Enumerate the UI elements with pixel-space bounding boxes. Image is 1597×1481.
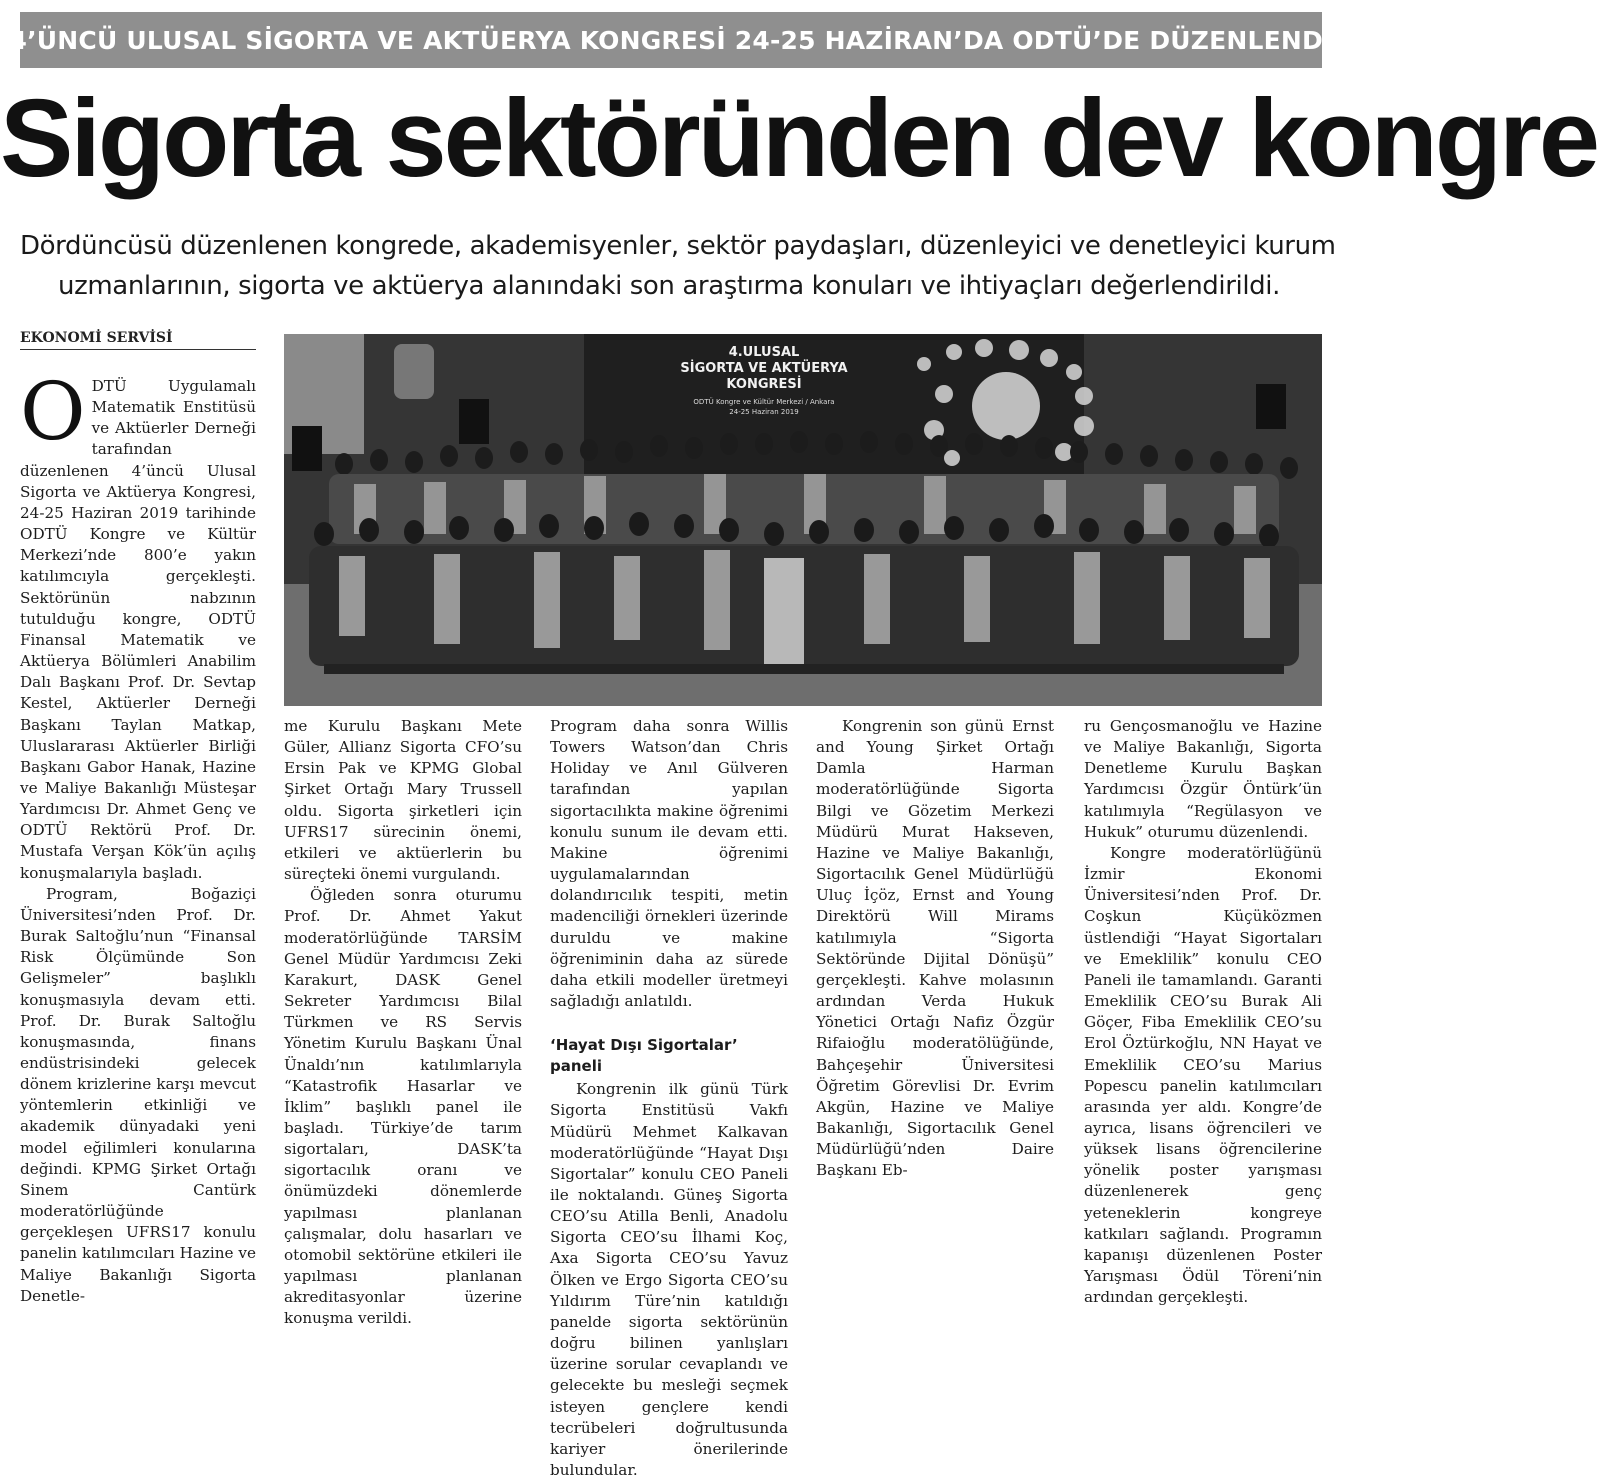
deck-line-2: uzmanlarının, sigorta ve aktüerya alanındaki son araştırma konuları ve ihtiyaçları değerlendirildi.: [58, 271, 1280, 301]
article-paragraph-2: Program, Boğaziçi Üniversitesi’nden Prof. Dr. Burak Saltoğlu’nun “Finansal Risk Ölçümünde Son Gelişmeler” başlıklı konuşmasıyla devam etti. Prof. Dr. Burak Saltoğlu konuşmasında, finans endüstrisindeki gelecek dönem krizlerine karşı mevcut yöntemlerin etkinliği ve akademik dünyadaki yeni model eğilimleri konularına değindi. KPMG Şirket Ortağı Sinem Cantürk moderatörlüğünde gerçekleşen UFRS17 konulu panelin katılımcıları Hazine ve Maliye Bakanlığı Sigorta Denetle-: [20, 884, 256, 1305]
byline: EKONOMİ SERVİSİ: [20, 330, 256, 350]
article-column-3: [550, 716, 788, 1481]
drop-cap: O: [20, 365, 86, 458]
article-paragraph-7: Kongrenin son günü Ernst and Young Şirket Ortağı Damla Harman moderatörlüğünde Sigorta Bilgi ve Gözetim Merkezi Müdürü Murat Hakseven, Hazine ve Maliye Bakanlığı, Sigortacılık Genel Müdürlüğü Uluç İçöz, Ernst and Young Direktörü Will Mirams katılımıyla “Sigorta Sektöründe Dijital Dönüşü” gerçekleşti. Kahve molasının ardından Verda Hukuk Yönetici Ortağı Nafiz Özgür Rifaioğlu moderatölüğünde, Bahçeşehir Üniversitesi Öğretim Görevlisi Dr. Evrim Akgün, Hazine ve Maliye Bakanlığı, Sigortacılık Genel Müdürlüğü’nden Daire Başkanı Eb-: [816, 717, 1054, 1180]
kicker-text: 4’ÜNCÜ ULUSAL SİGORTA VE AKTÜERYA KONGRESİ 24-25 HAZİRAN’DA ODTÜ’DE DÜZENLENDİ: [9, 25, 1333, 55]
photo-banner-line5: 24-25 Haziran 2019: [729, 408, 799, 416]
photo-banner-line1: 4.ULUSAL: [728, 345, 800, 360]
group-photo-illustration: [284, 334, 1322, 706]
group-photo: [284, 334, 1322, 706]
article-paragraph-6: Kongrenin ilk günü Türk Sigorta Enstitüsü Vakfı Müdürü Mehmet Kalkavan moderatörlüğünde “Hayat Dışı Sigortalar” konulu CEO Paneli ile noktalandı. Güneş Sigorta CEO’su Atilla Benli, Anadolu Sigorta CEO’su İlhami Koç, Axa Sigorta CEO’su Yavuz Ölken ve Ergo Sigorta CEO’su Yıldırım Türe’nin katıldığı panelde sigorta sektörünün doğru bilinen yanlışları üzerine sorular cevaplandı ve gelecekte bu mesleği seçmek isteyen gençlere kendi tecrübeleri doğrultusunda kariyer önerilerinde bulundular.: [550, 1080, 788, 1479]
article-paragraph-1: DTÜ Uygulamalı Matematik Enstitüsü ve Aktüerler Derneği tarafından düzenlenen 4’üncü Ulusal Sigorta ve Aktüerya Kongresi, 24-25 Haziran 2019 tarihinde ODTÜ Kongre ve Kültür Merkezi’nde 800’e yakın katılımcıyla gerçekleşti. Sektörünün nabzının tutulduğu kongre, ODTÜ Finansal Matematik ve Aktüerya Bölümleri Anabilim Dalı Başkanı Prof. Dr. Sevtap Kestel, Aktüerler Derneği Başkanı Taylan Matkap, Uluslararası Aktüerler Birliği Başkanı Gabor Hanak, Hazine ve Maliye Bakanlığı Müsteşar Yardımcısı Dr. Ahmet Genç ve ODTÜ Rektörü Prof. Dr. Mustafa Verşan Kök’ün açılış konuşmalarıyla başladı.: [20, 377, 256, 882]
photo-banner-line4: ODTÜ Kongre ve Kültür Merkezi / Ankara: [693, 398, 835, 406]
article-paragraph-9: Kongre moderatörlüğünü İzmir Ekonomi Üniversitesi’nden Prof. Dr. Coşkun Küçüközmen üstlendiği “Hayat Sigortaları ve Emeklilik” konulu CEO Paneli ile tamamlandı. Garanti Emeklilik CEO’su Burak Ali Göçer, Fiba Emeklilik CEO’su Erol Öztürkoğlu, NN Hayat ve Emeklilik CEO’su Marius Popescu panelin katılımcıları arasında yer aldı. Kongre’de ayrıca, lisans öğrencileri ve yüksek lisans öğrencilerine yönelik poster yarışması düzenlenerek genç yeteneklerin kongreye katkıları sağlandı. Programın kapanışı düzenlenen Poster Yarışması Ödül Töreni’nin ardından gerçekleşti.: [1084, 843, 1322, 1307]
article-column-5: [1084, 716, 1322, 1308]
photo-banner-line3: KONGRESİ: [726, 377, 802, 392]
article-paragraph-3: me Kurulu Başkanı Mete Güler, Allianz Sigorta CFO’su Ersin Pak ve KPMG Global Şirket Ortağı Mary Trussell oldu. Sigorta şirketleri için UFRS17 sürecinin önemi, etkileri ve aktüerlerin bu süreçteki önemi vurgulandı.: [284, 717, 522, 884]
article-column-2: [284, 716, 522, 1330]
article-column-1: [20, 365, 256, 1307]
deck: [20, 226, 1336, 306]
deck-line-1: Dördüncüsü düzenlenen kongrede, akademisyenler, sektör paydaşları, düzenleyici ve denetleyici kurum: [20, 231, 1336, 261]
kicker-banner: [9, 12, 1333, 68]
headline: Sigorta sektöründen dev kongre: [0, 77, 1597, 200]
article-paragraph-8: ru Gençosmanoğlu ve Hazine ve Maliye Bakanlığı, Sigorta Denetleme Kurulu Başkan Yardımcısı Özgür Öntürk’ün katılımıyla “Regülasyon ve Hukuk” oturumu düzenlendi.: [1084, 717, 1322, 841]
article-paragraph-4: Öğleden sonra oturumu Prof. Dr. Ahmet Yakut moderatörlüğünde TARSİM Genel Müdür Yardımcısı Zeki Karakurt, DASK Genel Sekreter Yardımcısı Bilal Türkmen ve RS Servis Yönetim Kurulu Başkanı Ünal Ünaldı’nın katılımlarıyla “Katastrofik Hasarlar ve İklim” başlıklı panel ile başladı. Türkiye’de tarım sigortaları, DASK’ta sigortacılık oranı ve önümüzdeki dönemlerde yapılması planlanan çalışmalar, dolu hasarları ve otomobil sektörüne etkileri ile yapılması planlanan akreditasyonlar üzerine konuşma verildi.: [284, 886, 522, 1328]
article-column-4: [816, 716, 1054, 1181]
article-paragraph-5: Program daha sonra Willis Towers Watson’dan Chris Holiday ve Anıl Gülveren tarafından yapılan sigortacılıkta makine öğrenimi konulu sunum ile devam etti. Makine öğrenimi uygulamalarından dolandırıcılık tespiti, metin madenciliği örnekleri üzerinde duruldu ve makine öğreniminin daha az sürede daha etkili modeller üretmeyi sağladığı anlatıldı.: [550, 717, 788, 1011]
photo-banner-line2: SİGORTA VE AKTÜERYA: [680, 361, 848, 376]
section-subhead: ‘Hayat Dışı Sigortalar’ paneli: [550, 1036, 738, 1076]
